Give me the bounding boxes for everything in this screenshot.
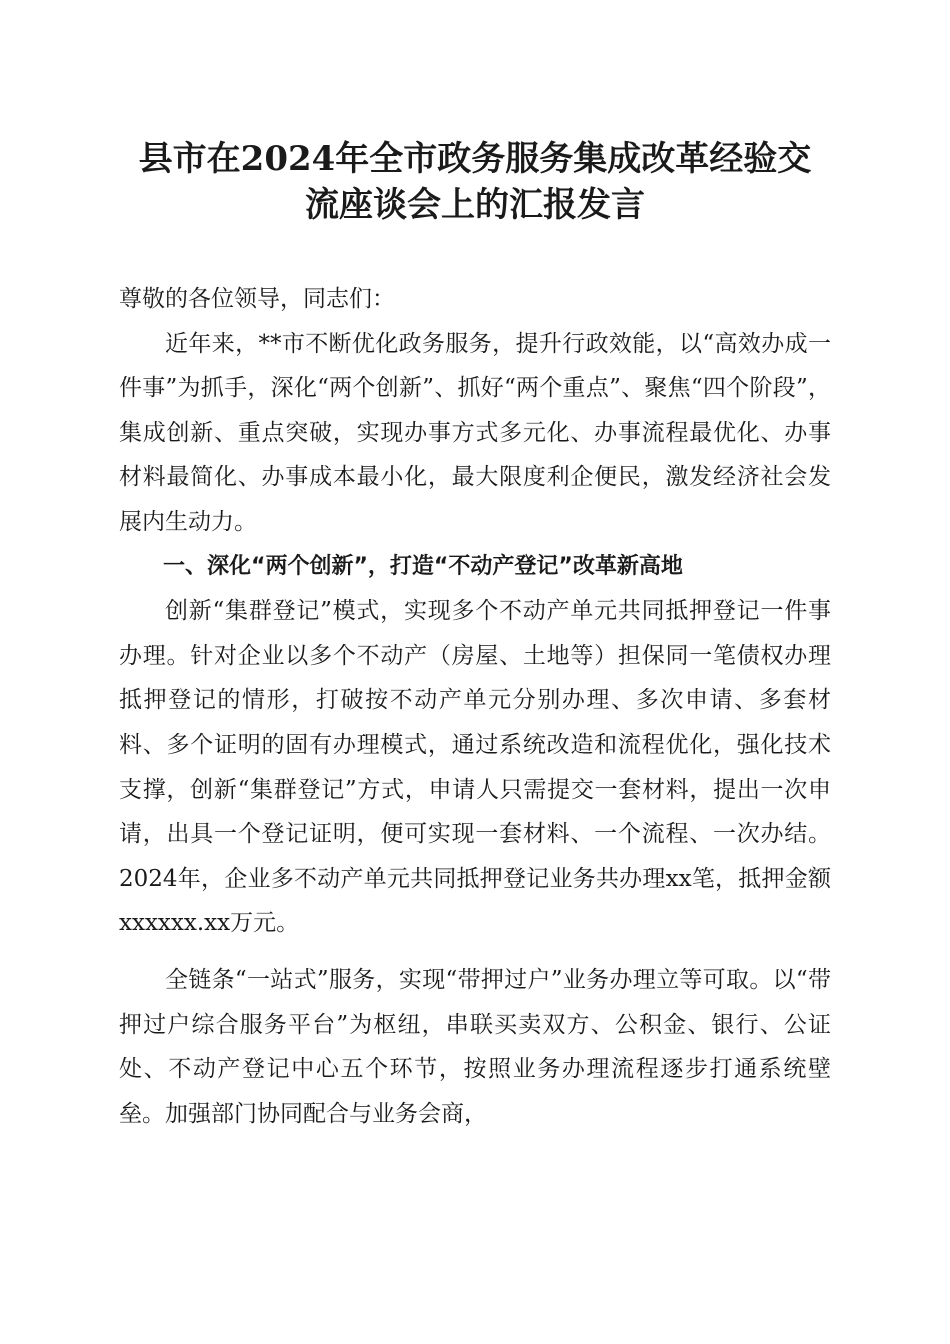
paragraph-intro: 近年来，**市不断优化政务服务，提升行政效能，以“高效办成一件事”为抓手，深化“两个创新”、抓好“两个重点”、聚焦“四个阶段”，集成创新、重点突破，实现办事方式多元化、办事流程最优化、办事材料最简化、办事成本最小化，最大限度利企便民，激发经济社会发展内生动力。 bbox=[119, 330, 831, 535]
paragraph-cluster-registration: 创新“集群登记”模式，实现多个不动产单元共同抵押登记一件事办理。针对企业以多个不动产（房屋、土地等）担保同一笔债权办理抵押登记的情形，打破按不动产单元分别办理、多次申请、多套材料、多个证明的固有办理模式，通过系统改造和流程优化，强化技术支撑，创新“集群登记”方式，申请人只需提交一套材料，提出一次申请，出具一个登记证明，便可实现一套材料、一个流程、一次办结。2024年，企业多不动产单元共同抵押登记业务共办理xx笔，抵押金额xxxxxx.xx万元。 bbox=[119, 598, 831, 937]
document-body bbox=[119, 277, 831, 1136]
paragraph-one-stop-service: 全链条“一站式”服务，实现“带押过户”业务办理立等可取。以“带押过户综合服务平台”为枢纽，串联买卖双方、公积金、银行、公证处、不动产登记中心五个环节，按照业务办理流程逐步打通系统壁垒。加强部门协同配合与业务会商， bbox=[119, 966, 831, 1127]
title-line-1: 县市在2024年全市政务服务集成改革经验交 bbox=[138, 139, 812, 179]
section-heading-1: 一、深化“两个创新”，打造“不动产登记”改革新高地 bbox=[163, 553, 683, 579]
salutation: 尊敬的各位领导，同志们： bbox=[119, 286, 395, 312]
document-title bbox=[100, 136, 850, 228]
title-line-2: 流座谈会上的汇报发言 bbox=[305, 185, 645, 225]
